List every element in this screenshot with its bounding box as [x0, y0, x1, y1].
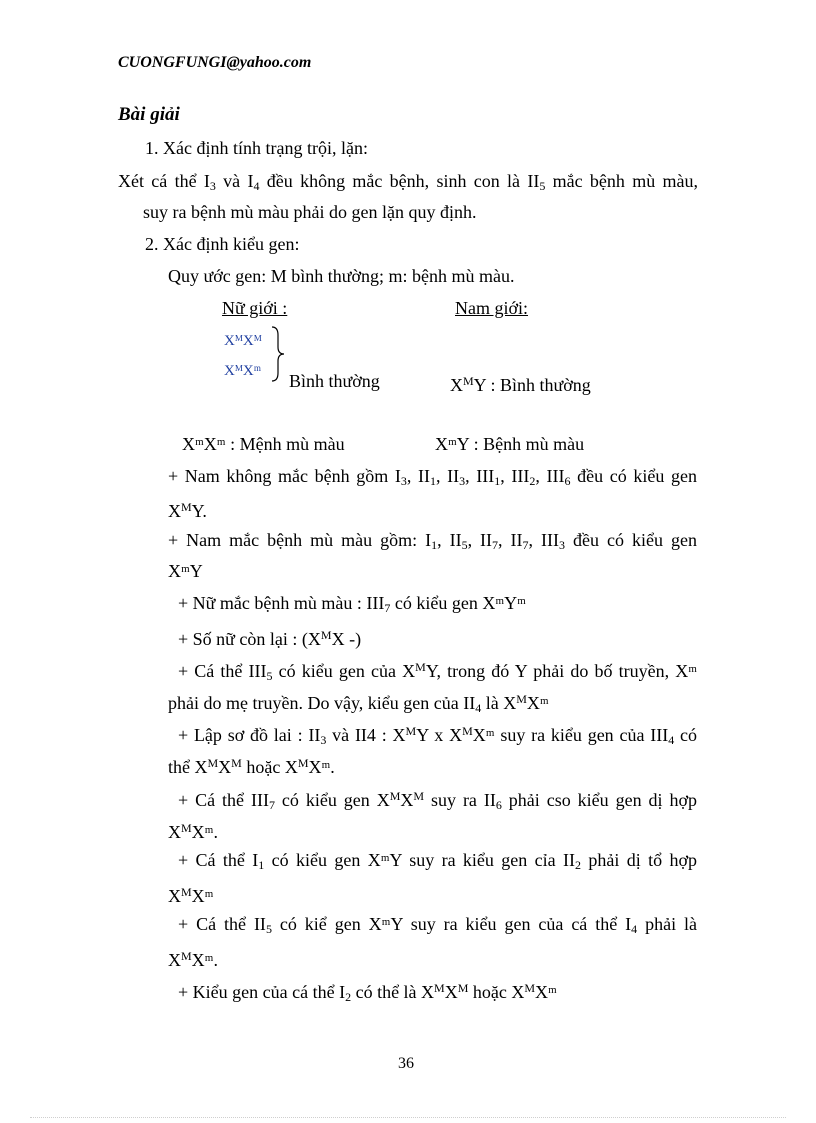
- section-1-heading: 1. Xác định tính trạng trội, lặn:: [145, 138, 368, 158]
- gene-convention: Quy ước gen: M bình thường; m: bệnh mù màu.: [168, 266, 515, 286]
- normal-label: Bình thường: [289, 371, 380, 391]
- item-a-line-2: $X^MY$.: [168, 500, 207, 521]
- item-f-line-1: + Lập sơ đồ lai : $II_3$ và II4 : $X^MY$ x $X^MXᵐ$ suy ra kiểu gen của $III_4$ có: [178, 724, 697, 747]
- page-number: 36: [398, 1055, 414, 1072]
- item-g-line-1: + Cá thể $III_7$ có kiểu gen $X^MX^M$ suy ra $II_6$ phải cso kiểu gen dị hợp: [178, 789, 698, 812]
- item-e-line-1: + Cá thể $III_5$ có kiểu gen của $X^MY$, trong đó Y phải do bố truyền, Xᵐ: [178, 660, 698, 683]
- s1-paragraph-line-1: Xét cá thể $I_3$ và $I_4$ đều không mắc bệnh, sinh con là $II_5$ mắc bệnh mù màu,: [118, 171, 699, 193]
- item-i-line-1: + Cá thể $II_5$ có kiể gen XᵐY suy ra kiểu gen của cá thể $I_4$ phải là: [178, 914, 698, 936]
- s1-paragraph-line-2: suy ra bệnh mù màu phải do gen lặn quy định.: [143, 202, 477, 222]
- item-h-line-1: + Cá thể $I_1$ có kiểu gen XᵐY suy ra kiểu gen cỉa $II_2$ phải dị tổ hợp: [178, 850, 697, 872]
- solution-title: Bài giải: [118, 104, 180, 125]
- item-b-line-1: + Nam mắc bệnh mù màu gồm: $I_1$, $II_5$, $II_7$, $II_7$, $III_3$ đều có kiểu gen: [168, 530, 697, 552]
- male-label: Nam giới:: [455, 298, 529, 318]
- curly-brace-icon: [270, 325, 286, 383]
- item-d: + Số nữ còn lại : ($X^MX$ -): [178, 628, 362, 649]
- item-b-line-2: XᵐY: [168, 561, 203, 581]
- female-sick: XᵐXᵐ : Mệnh mù màu: [182, 434, 345, 454]
- item-f-line-2: thể $X^MX^M$ hoặc $X^MXᵐ$.: [168, 756, 335, 777]
- header-email: CUONGFUNGI@yahoo.com: [118, 54, 312, 71]
- item-c: + Nữ mắc bệnh mù màu : $III_7$ có kiểu gen XᵐYᵐ: [178, 593, 526, 615]
- item-e-line-2: phải do mẹ truyền. Do vậy, kiểu gen của $II_4$ là $X^MXᵐ$: [168, 692, 549, 715]
- genotype-XMXm: XᴹXᵐ: [224, 363, 262, 379]
- item-h-line-2: $X^MXᵐ$: [168, 885, 214, 906]
- item-k: + Kiểu gen của cá thể $I_2$ có thể là $X^MX^M$ hoặc $X^MXᵐ$: [178, 981, 557, 1004]
- item-g-line-2: $X^MXᵐ$.: [168, 821, 218, 842]
- male-sick: XᵐY : Bệnh mù màu: [435, 434, 585, 454]
- item-i-line-2: $X^MXᵐ$.: [168, 949, 218, 970]
- section-2-heading: 2. Xác định kiểu gen:: [145, 234, 300, 254]
- genotype-XMXM: XᴹXᴹ: [224, 333, 262, 349]
- page-bottom-rule: [30, 1117, 786, 1118]
- item-a-line-1: + Nam không mắc bệnh gồm $I_3$, $II_1$, $II_3$, $III_1$, $III_2$, $III_6$ đều có kiểu gen: [168, 466, 698, 488]
- female-label: Nữ giới :: [222, 298, 288, 318]
- male-normal: $X^MY$ : Bình thường: [450, 374, 591, 395]
